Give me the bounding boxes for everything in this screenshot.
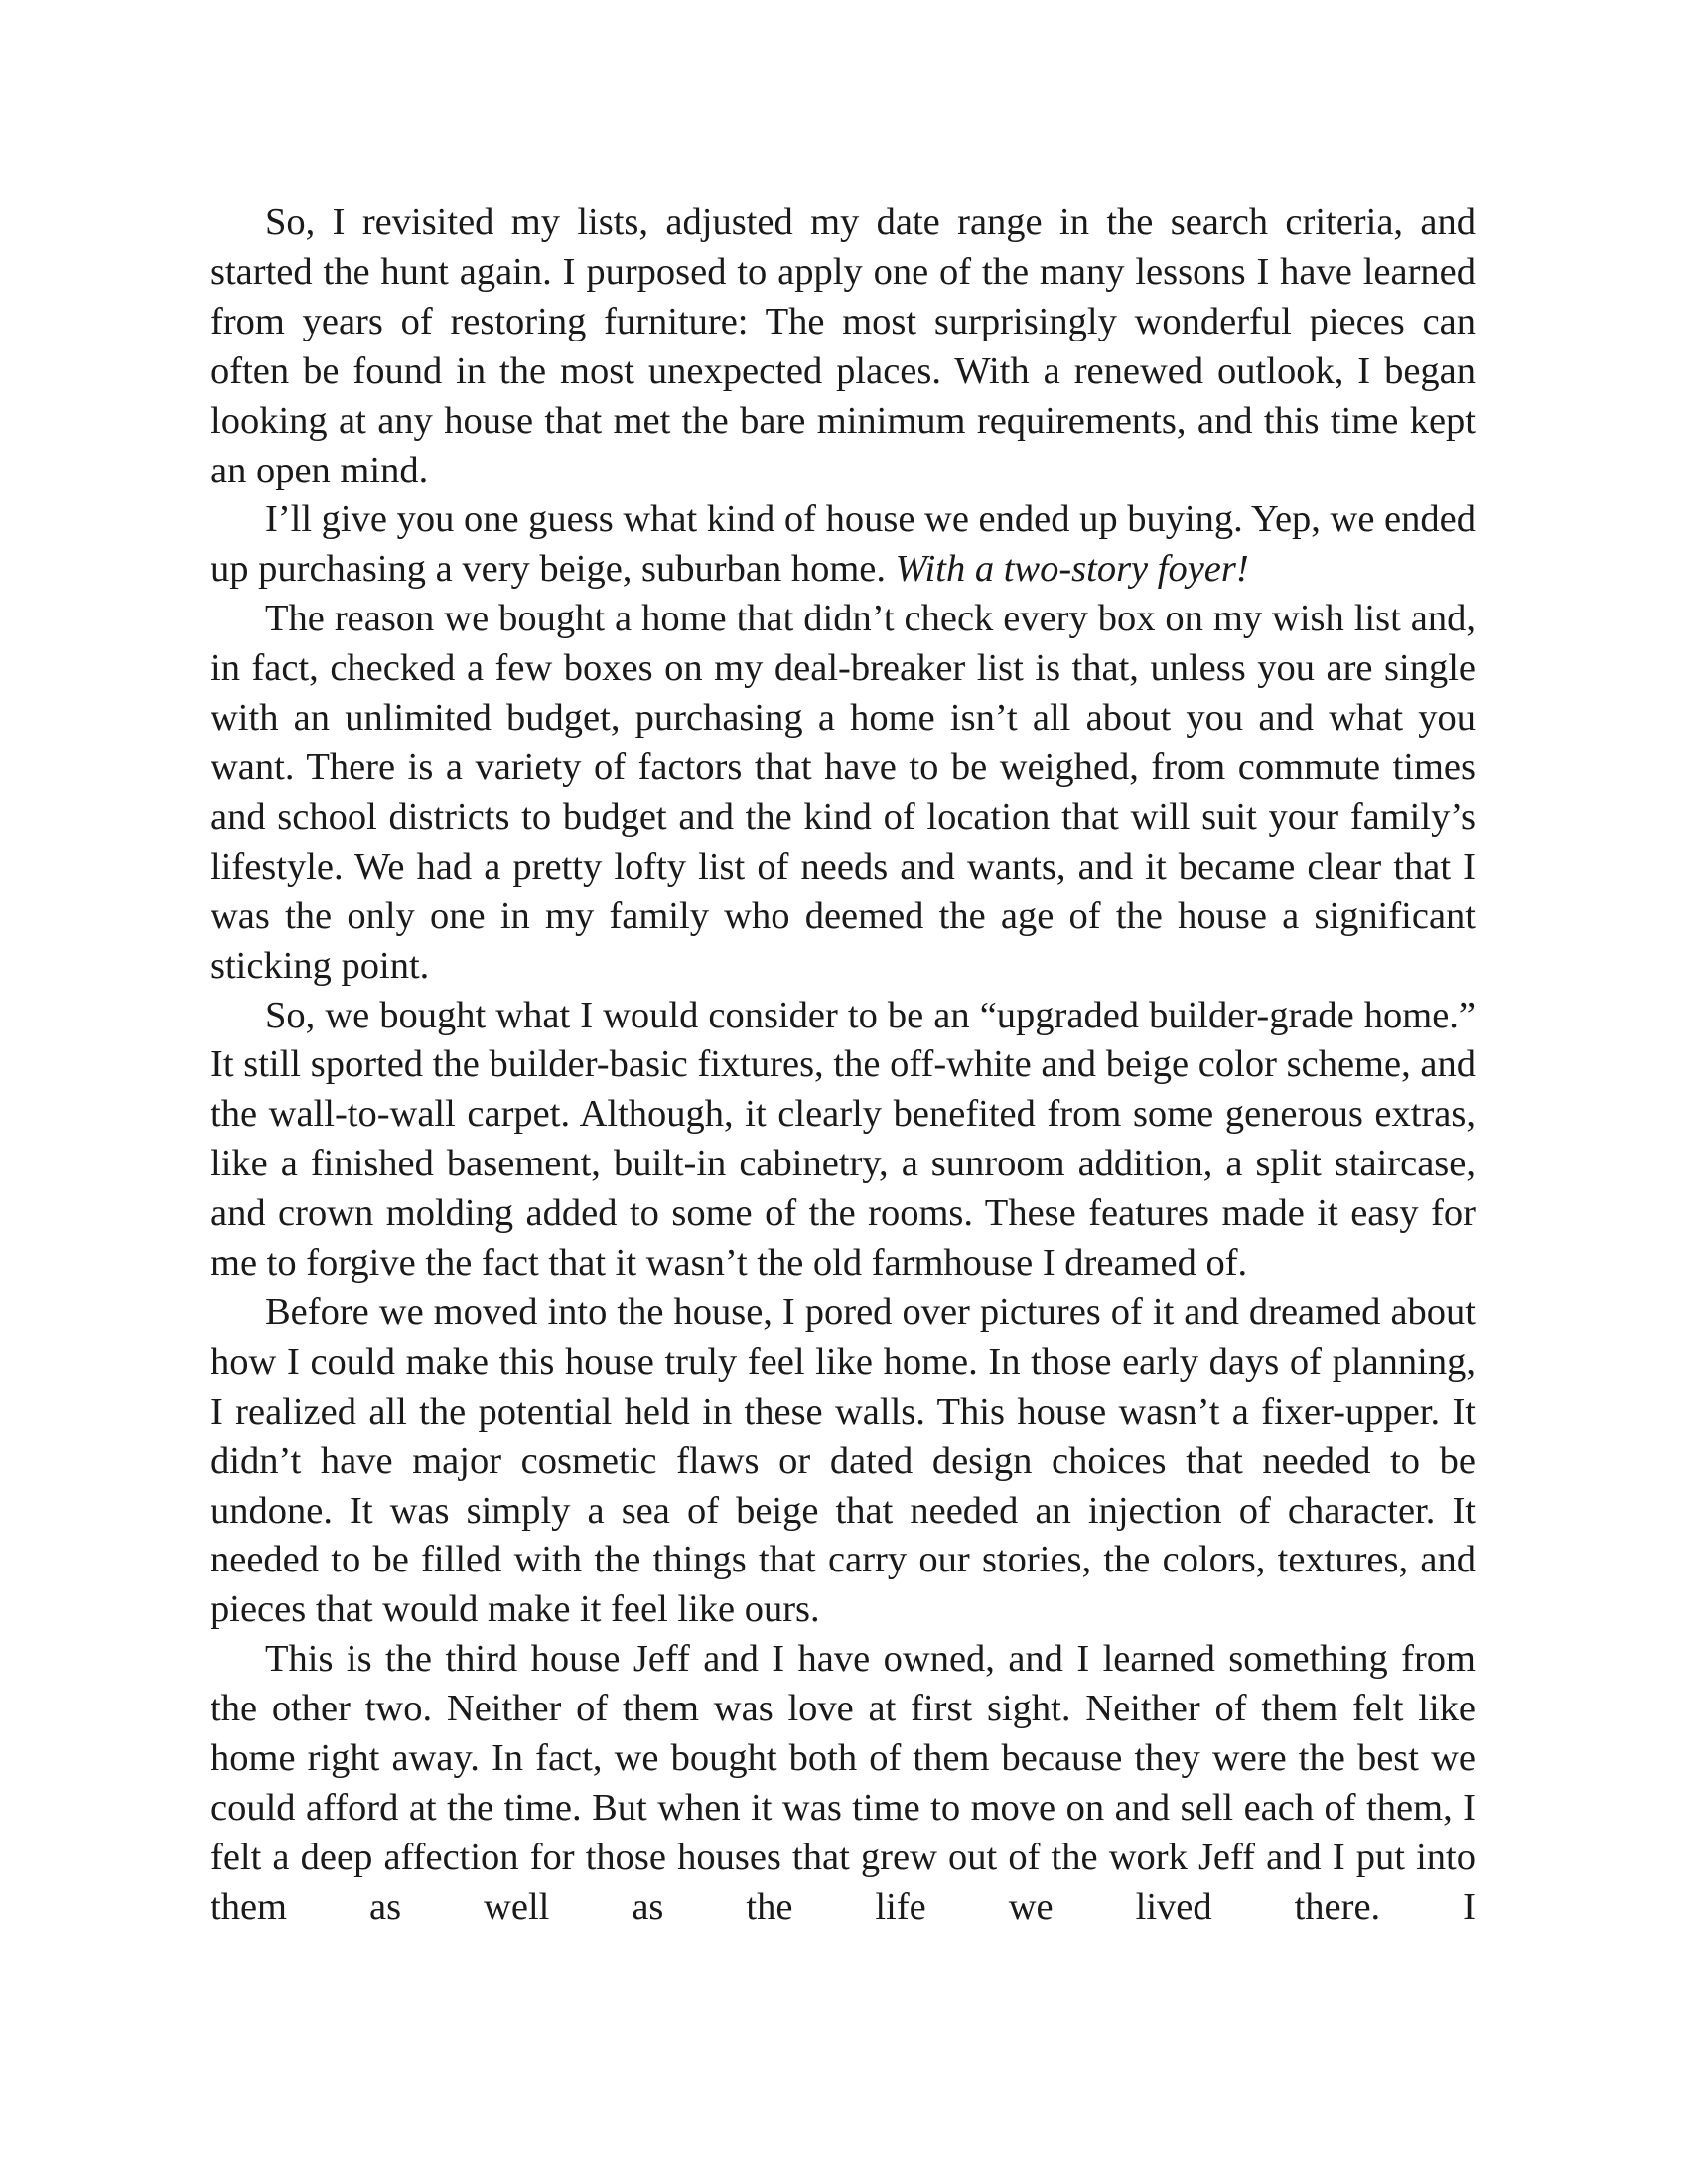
paragraph-3-text: The reason we bought a home that didn’t check every box on my wish list and, in fact, checked a few boxes on my deal-breaker list is that, unless you are single with an unlimited budget, purchasing a home isn’t all about you and what you want. There is a variety of factors that have to be weighed, from commute times and school districts to budget and the kind of location that will suit your family’s lifestyle. We had a pretty lofty list of needs and wants, and it became clear that I was the only one in my family who deemed the age of the house a significant sticking point. xyxy=(211,598,1476,987)
paragraph-6-text: This is the third house Jeff and I have owned, and I learned something from the other two. Neither of them was love at first sight. Neither of them felt like home right away. In fact, we bought both of them because they were the best we could afford at the time. But when it was time to move on and sell each of them, I felt a deep affection for those houses that grew out of the work Jeff and I put into them as well as the life we lived there. I xyxy=(211,1638,1476,1928)
paragraph-1-text: So, I revisited my lists, adjusted my date range in the search criteria, and started the hunt again. I purposed to apply one of the many lessons I have learned from years of restoring furniture: The most surprisingly wonderful pieces can often be found in the most unexpected places. With a renewed outlook, I began looking at any house that met the bare minimum requirements, and this time kept an open mind. xyxy=(211,202,1476,491)
paragraph-3 xyxy=(211,595,1476,991)
paragraph-6 xyxy=(211,1635,1476,1932)
paragraph-5-text: Before we moved into the house, I pored over pictures of it and dreamed about how I could make this house truly feel like home. In those early days of planning, I realized all the potential held in these walls. This house wasn’t a fixer-upper. It didn’t have major cosmetic flaws or dated design choices that needed to be undone. It was simply a sea of beige that needed an injection of character. It needed to be filled with the things that carry our stories, the colors, textures, and pieces that would make it feel like ours. xyxy=(211,1291,1476,1631)
paragraph-2-emphasis: With a two-story foyer! xyxy=(895,548,1249,591)
paragraph-1 xyxy=(211,199,1476,495)
paragraph-5 xyxy=(211,1289,1476,1635)
page-body xyxy=(211,199,1476,1933)
paragraph-2 xyxy=(211,495,1476,595)
paragraph-4-text: So, we bought what I would consider to be an “upgraded builder-grade home.” It still sported the builder-basic fixtures, the off-white and beige color scheme, and the wall-to-wall carpet. Although, it clearly benefited from some generous extras, like a finished basement, built-in cabinetry, a sunroom addition, a split staircase, and crown molding added to some of the rooms. These features made it easy for me to forgive the fact that it wasn’t the old farmhouse I dreamed of. xyxy=(211,994,1476,1285)
paragraph-4 xyxy=(211,992,1476,1289)
paragraph-2-text: I’ll give you one guess what kind of house we ended up buying. Yep, we ended up purchasing a very beige, suburban home. xyxy=(211,498,1476,591)
